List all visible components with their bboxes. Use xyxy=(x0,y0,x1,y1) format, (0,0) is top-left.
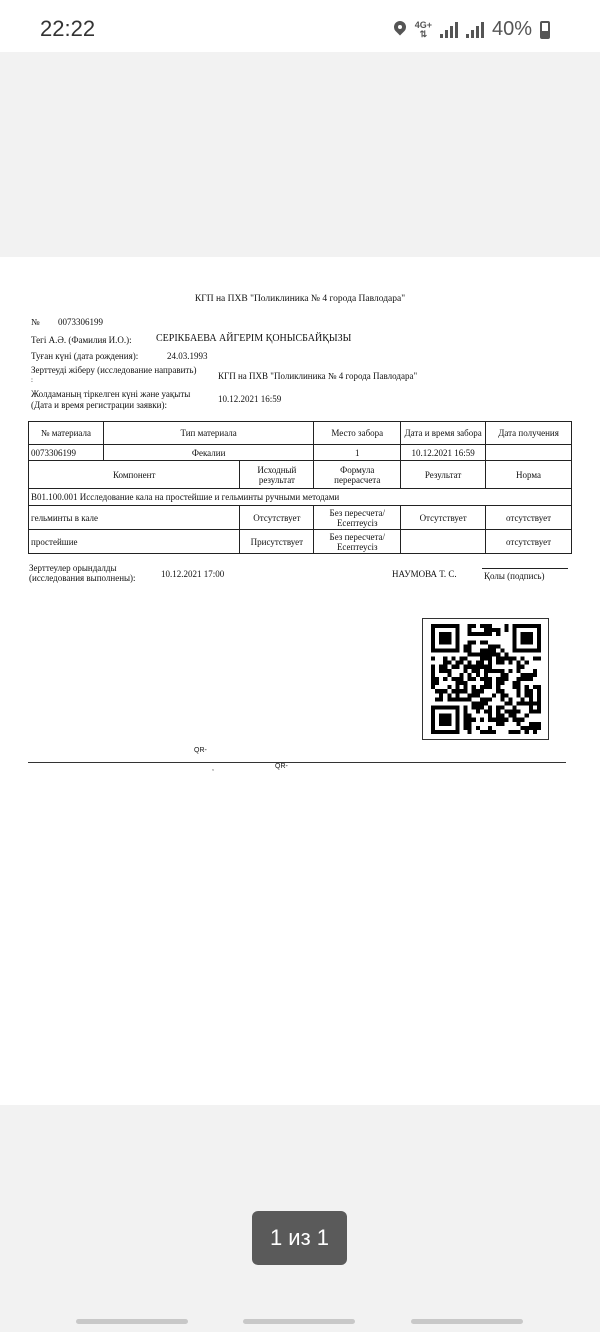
page-indicator: 1 из 1 xyxy=(252,1211,347,1265)
norm-value: отсутствует xyxy=(486,506,572,530)
footer-divider xyxy=(28,762,566,763)
status-bar xyxy=(0,0,600,52)
nav-recents-button[interactable] xyxy=(76,1319,188,1324)
collection-datetime: 10.12.2021 16:59 xyxy=(401,445,486,461)
table-row xyxy=(29,506,572,530)
header-material-type: Тип материала xyxy=(103,422,313,445)
header-component: Компонент xyxy=(29,461,240,489)
header-initial-result: Исходный результат xyxy=(240,461,314,489)
status-icons xyxy=(393,18,550,41)
formula: Без пересчета/ Есептеусіз xyxy=(314,506,401,530)
header-collection-datetime: Дата и время забора xyxy=(401,422,486,445)
status-time: 22:22 xyxy=(40,16,96,41)
header-received-date: Дата получения xyxy=(486,422,572,445)
nav-home-button[interactable] xyxy=(243,1319,355,1324)
header-material-number: № материала xyxy=(29,422,104,445)
navigation-bar[interactable] xyxy=(0,1308,600,1332)
battery-icon xyxy=(540,21,550,39)
table-row xyxy=(29,530,572,554)
number-value: 0073306199 xyxy=(58,317,103,327)
qr-code xyxy=(422,618,549,740)
section-row xyxy=(29,489,572,506)
component-name: простейшие xyxy=(29,530,240,554)
header-formula: Формула перерасчета xyxy=(314,461,401,489)
material-header-row xyxy=(29,422,572,445)
norm-value: отсутствует xyxy=(486,530,572,554)
organization-title: КГП на ПХВ "Поликлиника № 4 города Павлодара" xyxy=(194,294,406,304)
nav-back-button[interactable] xyxy=(411,1319,523,1324)
referral-colon: : xyxy=(31,376,33,384)
component-name: гельминты в кале xyxy=(29,506,240,530)
registration-label-1: Жолдаманың тіркелген күні және уақыты xyxy=(31,389,191,399)
material-row xyxy=(29,445,572,461)
header-norm: Норма xyxy=(486,461,572,489)
qr-caption-1: QR- xyxy=(194,747,207,754)
received-date xyxy=(486,445,572,461)
qr-caption-dot: , xyxy=(212,765,214,772)
initial-result: Отсутствует xyxy=(240,506,314,530)
document-page xyxy=(0,257,600,1105)
referral-label: Зерттеуді жіберу (исследование направить) xyxy=(31,365,197,375)
result-value xyxy=(401,530,486,554)
completed-value: 10.12.2021 17:00 xyxy=(161,569,225,579)
registration-value: 10.12.2021 16:59 xyxy=(218,394,282,404)
header-collection-place: Место забора xyxy=(314,422,401,445)
completed-label-1: Зерттеулер орындалды xyxy=(29,563,117,573)
location-icon xyxy=(393,21,407,39)
number-label: № xyxy=(31,317,40,327)
name-label: Тегі А.Ә. (Фамилия И.О.): xyxy=(31,335,132,345)
signal-icon-2 xyxy=(466,22,484,38)
birth-label: Туған күні (дата рождения): xyxy=(31,351,139,361)
completed-label-2: (исследования выполнены): xyxy=(29,573,136,583)
initial-result: Присутствует xyxy=(240,530,314,554)
battery-percent: 40% xyxy=(491,18,532,40)
network-type-label: 4G+ ⇅ xyxy=(414,19,432,39)
signal-icon xyxy=(440,22,458,38)
material-number: 0073306199 xyxy=(29,445,104,461)
name-value: СЕРІКБАЕВА АЙГЕРІМ ҚОНЫСБАЙҚЫЗЫ xyxy=(156,333,352,344)
section-title: B01.100.001 Исследование кала на простейшие и гельминты ручными методами xyxy=(29,489,572,506)
header-result: Результат xyxy=(401,461,486,489)
signature-line xyxy=(482,568,568,569)
formula: Без пересчета/ Есептеусіз xyxy=(314,530,401,554)
signature-label: Қолы (подпись) xyxy=(484,571,545,581)
referral-value: КГП на ПХВ "Поликлиника № 4 города Павлодара" xyxy=(218,371,418,381)
collection-place: 1 xyxy=(314,445,401,461)
result-value: Отсутствует xyxy=(401,506,486,530)
results-table xyxy=(28,421,572,554)
result-header-row xyxy=(29,461,572,489)
registration-label-2: (Дата и время регистрации заявки): xyxy=(31,400,167,410)
qr-code-icon xyxy=(431,624,541,734)
qr-caption-2: QR- xyxy=(275,763,288,770)
material-type: Фекалии xyxy=(103,445,313,461)
birth-value: 24.03.1993 xyxy=(167,351,208,361)
doctor-name: НАУМОВА Т. С. xyxy=(392,569,457,579)
